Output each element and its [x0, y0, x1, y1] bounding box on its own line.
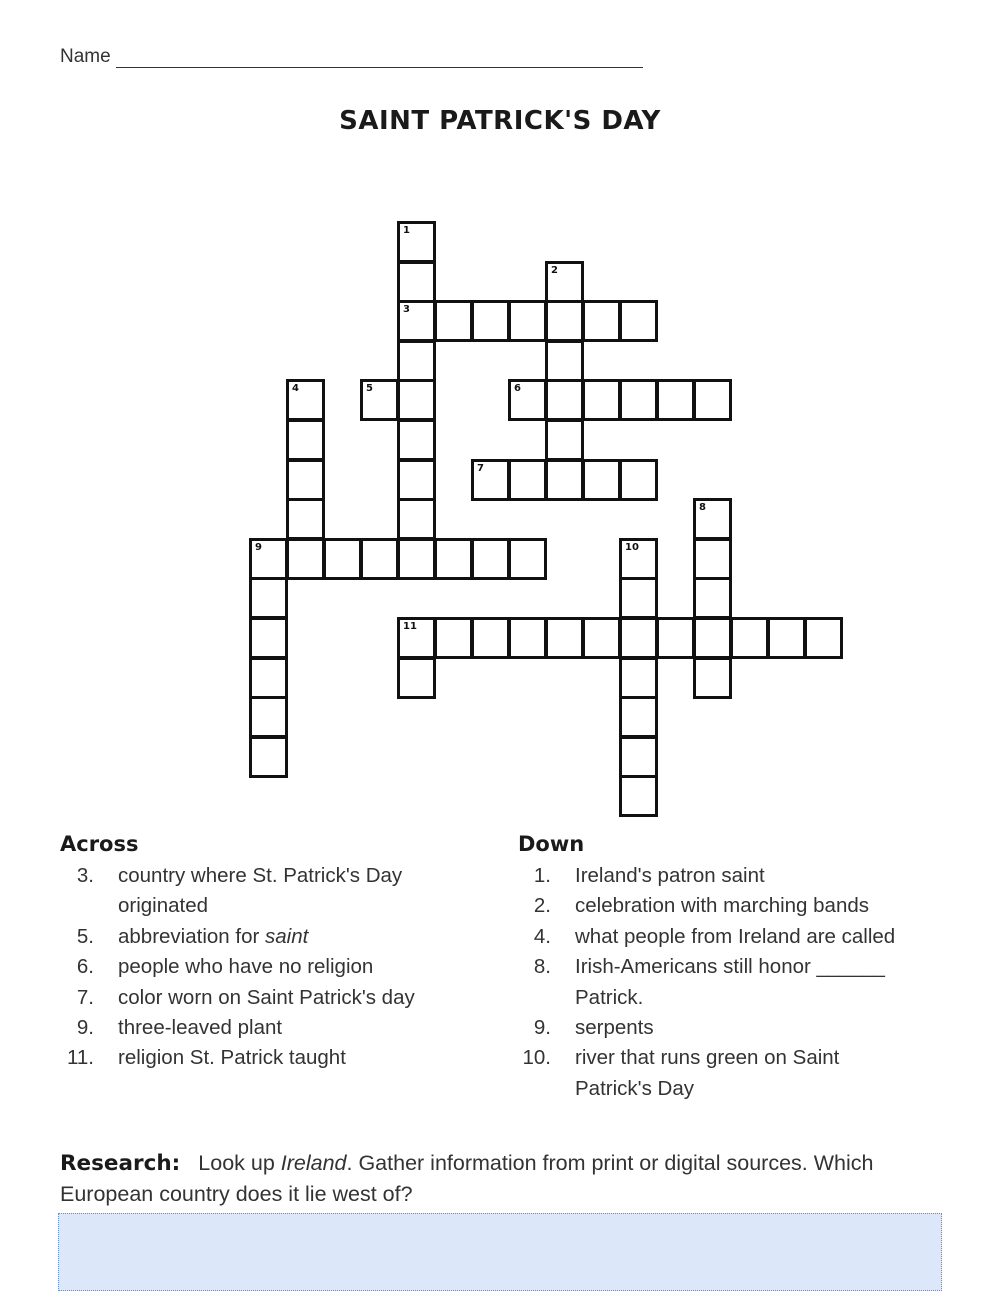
- clue-item-text: [118, 922, 418, 952]
- grid-cell[interactable]: [619, 617, 658, 659]
- clue-item: [60, 861, 480, 922]
- page-title: SAINT PATRICK'S DAY: [339, 106, 661, 136]
- clue-item-text-body: river that runs green on Saint Patrick's Day: [575, 1046, 840, 1100]
- grid-cell[interactable]: [286, 419, 325, 461]
- grid-cell[interactable]: [619, 379, 658, 421]
- grid-cell[interactable]: [582, 379, 621, 421]
- grid-cell[interactable]: [619, 300, 658, 342]
- grid-cell[interactable]: [619, 696, 658, 738]
- research-italic: Ireland: [280, 1151, 347, 1175]
- grid-cell[interactable]: [545, 617, 584, 659]
- grid-cell[interactable]: [508, 300, 547, 342]
- clue-item: [517, 952, 937, 1013]
- grid-cell[interactable]: [397, 617, 436, 659]
- clue-item: [60, 983, 480, 1013]
- grid-cell[interactable]: [471, 617, 510, 659]
- clue-item-number: 10.: [522, 1046, 551, 1070]
- clue-number: 1: [403, 225, 410, 236]
- clue-number: 7: [477, 462, 484, 474]
- clue-item-text-body: Irish-Americans still honor ______ Patrick.: [575, 955, 885, 1009]
- grid-cell[interactable]: [286, 379, 325, 421]
- clue-item: [517, 861, 937, 891]
- clue-item-text: [575, 861, 910, 891]
- clue-number: 8: [699, 502, 706, 514]
- grid-cell[interactable]: [249, 736, 288, 778]
- name-label: Name: [60, 46, 111, 67]
- grid-cell[interactable]: [582, 617, 621, 659]
- grid-cell[interactable]: [619, 577, 658, 619]
- clue-item-text-body: serpents: [575, 1016, 654, 1040]
- grid-cell[interactable]: [545, 379, 584, 421]
- clue-item-italic: saint: [265, 924, 309, 948]
- clue-item-text-body: color worn on Saint Patrick's day: [118, 985, 415, 1009]
- grid-cell[interactable]: [397, 300, 436, 342]
- clue-item-number: 9.: [533, 1016, 551, 1040]
- clue-item-number: 5.: [76, 924, 94, 948]
- clue-number: 4: [292, 383, 299, 395]
- clue-item-text-body: celebration with marching bands: [575, 894, 869, 918]
- clue-item-text: [575, 952, 910, 1013]
- grid-cell[interactable]: [434, 300, 473, 342]
- clue-item-text: [575, 1013, 910, 1043]
- clue-item: [60, 1043, 480, 1073]
- clue-item-number: 3.: [76, 864, 94, 887]
- clue-item-text: [118, 1013, 418, 1043]
- down-clues: [517, 861, 937, 1104]
- clue-number: 5: [366, 383, 373, 395]
- grid-cell[interactable]: [582, 300, 621, 342]
- research-label: Research:: [60, 1151, 181, 1176]
- grid-cell[interactable]: [545, 300, 584, 342]
- down-heading: Down: [518, 832, 585, 856]
- grid-cell[interactable]: [693, 498, 732, 540]
- grid-cell[interactable]: [360, 538, 399, 580]
- clue-number: 11: [403, 621, 417, 632]
- clue-item-text: [118, 952, 418, 982]
- grid-cell[interactable]: [693, 379, 732, 421]
- grid-cell[interactable]: [508, 617, 547, 659]
- clue-item-text-body: what people from Ireland are called: [575, 924, 896, 948]
- grid-cell[interactable]: [508, 459, 547, 501]
- clue-item: [60, 922, 480, 952]
- grid-cell[interactable]: [582, 459, 621, 501]
- grid-cell[interactable]: [619, 459, 658, 501]
- grid-cell[interactable]: [434, 617, 473, 659]
- grid-cell[interactable]: [730, 617, 769, 659]
- grid-cell[interactable]: [397, 221, 436, 263]
- clue-item: [517, 1043, 937, 1104]
- clue-item: [60, 1013, 480, 1043]
- clue-item-text: [118, 861, 418, 922]
- research-text-after: . Gather information from print or digital sources. Which European country does it lie west of?: [60, 1151, 874, 1206]
- grid-cell[interactable]: [767, 617, 806, 659]
- clue-item-text: [118, 1043, 418, 1073]
- grid-cell[interactable]: [397, 459, 436, 501]
- clue-item-text-body: people who have no religion: [118, 955, 374, 979]
- clue-item-text-body: three-leaved plant: [118, 1016, 283, 1040]
- clue-item-text: [575, 922, 910, 952]
- grid-cell[interactable]: [249, 657, 288, 699]
- clue-item-text-body: country where St. Patrick's Day originated: [118, 864, 403, 918]
- grid-cell[interactable]: [693, 538, 732, 580]
- grid-cell[interactable]: [397, 498, 436, 540]
- grid-cell[interactable]: [693, 617, 732, 659]
- grid-cell[interactable]: [545, 419, 584, 461]
- grid-cell[interactable]: [471, 459, 510, 501]
- grid-cell[interactable]: [693, 577, 732, 619]
- grid-cell[interactable]: [619, 538, 658, 580]
- clue-number: 10: [625, 541, 639, 553]
- clue-number: 9: [255, 541, 262, 553]
- grid-cell[interactable]: [360, 379, 399, 421]
- grid-cell[interactable]: [508, 538, 547, 580]
- research-answer-box[interactable]: [58, 1213, 942, 1291]
- clue-item-number: 8.: [533, 955, 551, 979]
- grid-cell[interactable]: [397, 419, 436, 461]
- grid-cell[interactable]: [397, 379, 436, 421]
- grid-cell[interactable]: [545, 261, 584, 303]
- grid-cell[interactable]: [508, 379, 547, 421]
- clue-item-number: 4.: [533, 924, 551, 948]
- grid-cell[interactable]: [471, 300, 510, 342]
- clue-item-number: 2.: [533, 894, 551, 918]
- clue-item-text-body: Ireland's patron saint: [575, 864, 765, 887]
- clue-item-number: 6.: [76, 955, 94, 979]
- clue-item-text: [118, 983, 418, 1013]
- clue-item: [517, 891, 937, 921]
- grid-cell[interactable]: [397, 340, 436, 382]
- research-text-before: Look up: [198, 1151, 281, 1175]
- grid-cell[interactable]: [619, 736, 658, 778]
- clue-item-text-body: abbreviation for: [118, 924, 266, 948]
- grid-cell[interactable]: [323, 538, 362, 580]
- grid-cell[interactable]: [397, 538, 436, 580]
- clue-item-number: 11.: [67, 1046, 94, 1070]
- grid-cell[interactable]: [249, 617, 288, 659]
- clue-number: 6: [514, 383, 521, 395]
- grid-cell[interactable]: [656, 379, 695, 421]
- across-heading: Across: [60, 832, 139, 856]
- clue-item-number: 9.: [76, 1016, 94, 1040]
- across-clues: [60, 861, 480, 1074]
- clue-number: 3: [403, 304, 410, 316]
- clue-item: [517, 922, 937, 952]
- clue-item-text: [575, 1043, 910, 1104]
- grid-cell[interactable]: [545, 340, 584, 382]
- grid-cell[interactable]: [249, 696, 288, 738]
- clue-item-number: 7.: [76, 985, 94, 1009]
- clue-item: [60, 952, 480, 982]
- clue-item: [517, 1013, 937, 1043]
- grid-cell[interactable]: [434, 538, 473, 580]
- grid-cell[interactable]: [619, 775, 658, 817]
- grid-cell[interactable]: [619, 657, 658, 699]
- grid-cell[interactable]: [656, 617, 695, 659]
- grid-cell[interactable]: [693, 657, 732, 699]
- grid-cell[interactable]: [286, 498, 325, 540]
- grid-cell[interactable]: [286, 459, 325, 501]
- clue-item-text: [575, 891, 910, 921]
- clue-number: 2: [551, 264, 558, 276]
- grid-cell[interactable]: [286, 538, 325, 580]
- grid-cell[interactable]: [397, 261, 436, 303]
- grid-cell[interactable]: [397, 657, 436, 699]
- clue-item-number: 1.: [533, 864, 551, 887]
- grid-cell[interactable]: [545, 459, 584, 501]
- grid-cell[interactable]: [804, 617, 843, 659]
- clue-item-text-body: religion St. Patrick taught: [118, 1046, 346, 1070]
- research-prompt: [60, 1148, 940, 1210]
- grid-cell[interactable]: [471, 538, 510, 580]
- grid-cell[interactable]: [249, 577, 288, 619]
- grid-cell[interactable]: [249, 538, 288, 580]
